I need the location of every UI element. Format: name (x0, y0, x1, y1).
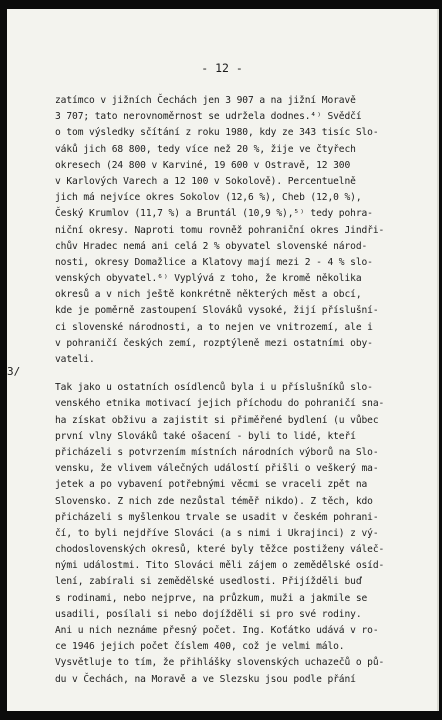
body-text (55, 93, 401, 688)
text-line: první vlny Slováků také ošacení - byli to lidé, kteří (55, 430, 356, 442)
text-line: chodoslovenských okresů, které byly těžce postiženy váleč- (55, 544, 385, 556)
text-line: přicházeli s myšlenkou trvale se usadit v českém pohrani- (55, 511, 379, 523)
text-line: v pohraničí českých zemí, rozptýleně mezi ostatními oby- (55, 337, 373, 349)
text-line: zatímco v jižních Čechách jen 3 907 a na jižní Moravě (55, 95, 356, 106)
text-line: s rodinami, nebo nejprve, na průzkum, muži a jakmile se (55, 592, 368, 604)
paragraph-1 (55, 93, 401, 368)
text-line: o tom výsledky sčítání z roku 1980, kdy ze 343 tisíc Slo- (55, 127, 379, 139)
text-line: chův Hradec nemá ani celá 2 % obyvatel slovenské národ- (55, 240, 368, 252)
text-line: Český Krumlov (11,7 %) a Bruntál (10,9 %),⁵⁾ tedy pohra- (55, 208, 373, 220)
text-line: ci slovenské národnosti, a to nejen ve vnitrozemí, ale i (55, 321, 373, 333)
text-line: niční okresy. Naproti tomu rovněž pohraniční okres Jindři- (55, 224, 385, 236)
text-line: usadili, posílali si nebo dojížděli si pro své rodiny. (55, 608, 362, 620)
text-line: čí, to byli nejdříve Slováci (a s nimi i Ukrajinci) z vý- (55, 527, 379, 539)
text-line: okresech (24 800 v Karviné, 19 600 v Ostravě, 12 300 (55, 159, 351, 171)
text-line: du v Čechách, na Moravě a ve Slezsku jsou podle přání (55, 673, 356, 685)
text-line: 3 707; tato nerovnoměrnost se udržela dodnes.⁴⁾ Svědčí (55, 111, 362, 123)
text-line: vensku, že vlivem válečných událostí přišli o veškerý ma- (55, 463, 379, 475)
paragraph-2 (55, 380, 401, 688)
text-line: Tak jako u ostatních osídlenců byla i u příslušníků slo- (55, 382, 373, 394)
text-line: váků jich 68 800, tedy více než 20 %, žije ve čtyřech (55, 143, 356, 155)
text-line: nými událostmi. Tito Slováci měli zájem o zemědělské osíd- (55, 560, 385, 572)
margin-annotation: 3/ (7, 365, 21, 378)
text-line: přicházeli s potvrzením místních národních výborů na Slo- (55, 446, 379, 458)
text-line: Slovensko. Z nich zde nezůstal téměř nikdo). Z těch, kdo (55, 495, 373, 507)
paragraph-gap (55, 368, 401, 380)
page-number: - 12 - (201, 61, 243, 75)
text-line: ce 1946 jejich počet číslem 400, což je velmi málo. (55, 641, 345, 653)
document-page (7, 9, 439, 711)
text-line: kde je poměrně zastoupení Slováků vysoké, žijí příslušní- (55, 305, 379, 317)
text-line: ha získat obživu a zajistit si přiměřené bydlení (u vůbec (55, 414, 379, 426)
text-line: nosti, okresy Domažlice a Klatovy mají mezi 2 - 4 % slo- (55, 256, 373, 268)
text-line: v Karlových Varech a 12 100 v Sokolově). Percentuelně (55, 175, 356, 187)
text-line: vateli. (55, 354, 95, 365)
text-line: venských obyvatel.⁶⁾ Vyplývá z toho, že kromě několika (55, 273, 362, 285)
text-line: okresů a v nich ještě konkrétně některých měst a obcí, (55, 289, 362, 301)
text-line: jich má nejvíce okres Sokolov (12,6 %), Cheb (12,0 %), (55, 192, 362, 204)
text-line: lení, zabírali si zemědělské usedlosti. Přijížděli buď (55, 576, 362, 588)
text-line: Ani u nich neznáme přesný počet. Ing. Koťátko udává v ro- (55, 625, 379, 636)
text-line: venského etnika motivací jejich příchodu do pohraničí sna- (55, 398, 385, 410)
text-line: jetek a po vybavení potřebnými věcmi se vraceli zpět na (55, 479, 368, 491)
text-line: Vysvětluje to tím, že přihlášky slovenských uchazečů o pů- (55, 657, 385, 669)
